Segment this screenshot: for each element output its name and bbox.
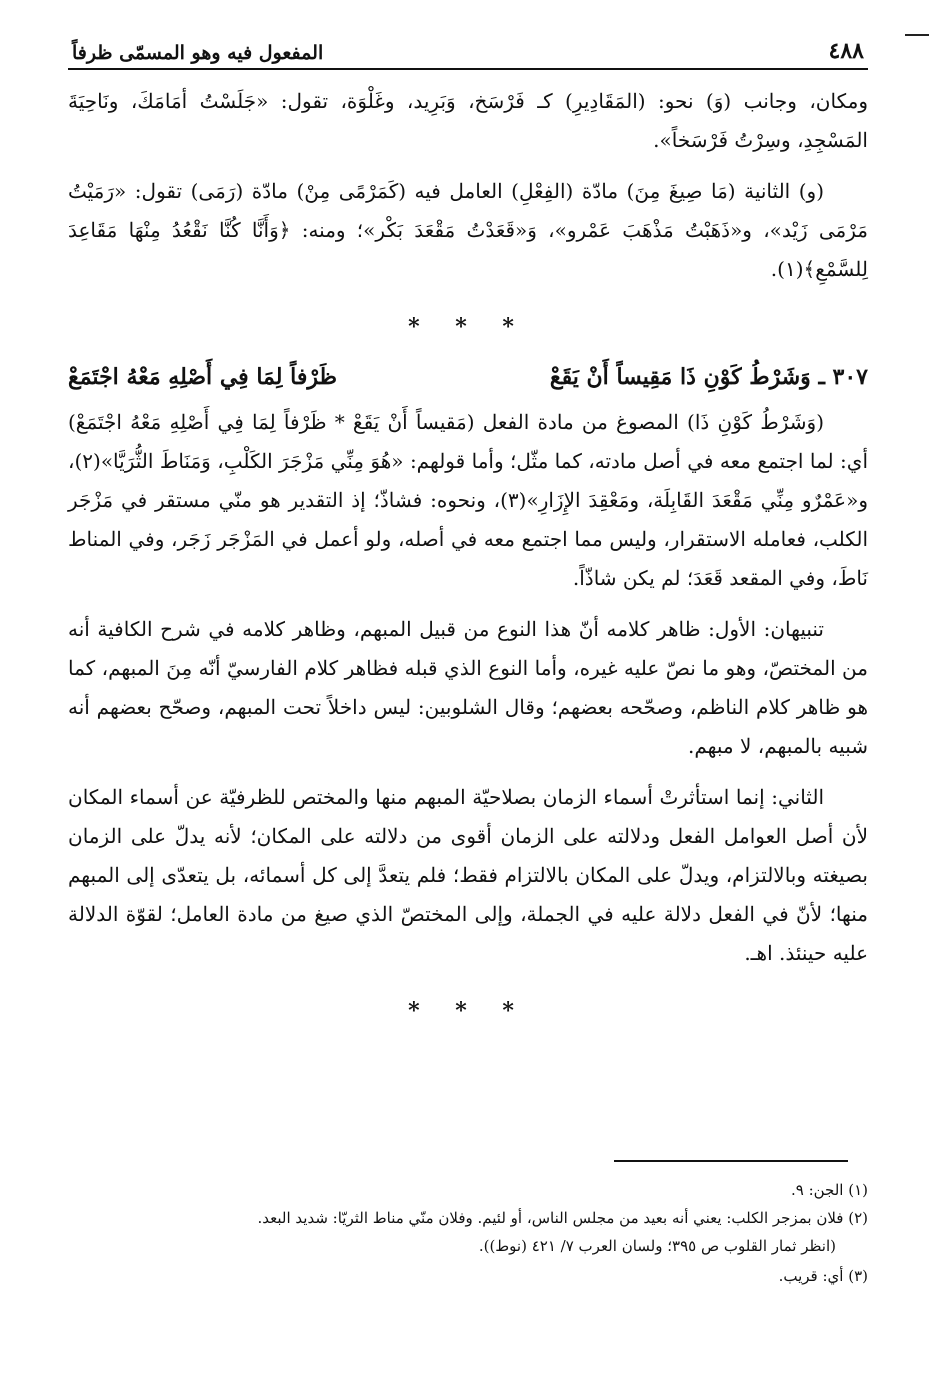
page-number: ٤٨٨: [828, 38, 864, 64]
verse-line: [68, 351, 868, 403]
paragraph-4: تنبيهان: الأول: ظاهر كلامه أنّ هذا النوع من قبيل المبهم، وظاهر كلامه في شرح الكافية أنه من المختصّ، وهو ما نصّ عليه غيره، وأما النوع الذي قبله فظاهر كلام الفارسيّ أنّه مِنَ المبهم، كما هو ظاهر كلام الناظم، وصحّحه بعضهم؛ وقال الشلوبين: ليس داخلاً تحت المبهم، وصحّح بعضهم أنه شبيه بالمبهم، لا مبهم.: [68, 617, 868, 758]
section-separator-2: * * *: [408, 998, 528, 1024]
footnote-1: (١) الجن: ٩.: [790, 1181, 868, 1199]
footnote-3: (٣) أي: قريب.: [778, 1267, 868, 1285]
footnote-separator: [614, 1160, 848, 1162]
edge-mark: [905, 34, 929, 36]
paragraph-3: (وَشَرْطُ كَوْنِ ذَا) المصوغ من مادة الفعل (مَقيساً أَنْ يَقَعْ * ظَرْفاً لِمَا فِي أَصْلِهِ مَعْهُ اجْتَمَعْ) أي: لما اجتمع معه في أصل مادته، كما مثّل؛ وأما قولهم: «هُوَ مِنِّي مَزْجَرَ الكَلْبِ، وَمَنَاطَ الثُّرَيَّا»(٢)، و«عَمْرٌو مِنِّي مَقْعَدَ القَابِلَة، ومَعْقِدَ الإِزَارِ»(٣)، ونحوه: فشاذّ؛ إذ التقدير هو منّي مستقر في مَزْجَر الكلب، فعامله الاستقرار، وليس مما اجتمع معه في أصله، ولو أعمل في المَزْجَر زَجَر، وفي المناط نَاطَ، وفي المقعد قَعَدَ؛ لم يكن شاذّاً.: [68, 410, 868, 590]
paragraph-2: (و) الثانية (مَا صِيغَ مِنَ) مادّة (الفِعْلِ) العامل فيه (كَمَرْمًى مِنْ) مادّة (رَمَى) تقول: «رَمَيْتُ مَرْمَى زَيْد»، و«ذَهَبْتُ مَذْهَبَ عَمْرو»، وَ«قَعَدْتُ مَقْعَدَ بَكْر»؛ ومنه: ﴿وَأَنَّا كُنَّا نَقْعُدُ مِنْهَا مَقَاعِدَ لِلسَّمْعِ﴾(١).: [68, 179, 868, 281]
verse-hemistich-2: ظَرْفاً لِمَا فِي أَصْلِهِ مَعْهُ اجْتَمَعْ: [68, 364, 337, 390]
footnote-2: (٢) فلان بمزجر الكلب: يعني أنه بعيد من مجلس الناس، أو لئيم. وفلان منّي مناط الثريّا: شديد البعد.: [257, 1209, 868, 1227]
chapter-title: المفعول فيه وهو المسمّى ظرفاً: [72, 42, 324, 64]
section-separator: * * *: [408, 314, 528, 340]
footnote-2-reference: (انظر ثمار القلوب ص ٣٩٥؛ ولسان العرب ٧/ ٤٢١ (نوط)).: [478, 1237, 836, 1255]
page: [68, 24, 868, 1035]
verse-hemistich-1-text: وَشَرْطُ كَوْنِ ذَا مَقِيساً أَنْ يَقَعْ: [549, 364, 811, 390]
paragraph-1: ومكان، وجانب (وَ) نحو: (المَقَادِيرِ) كـ فَرْسَخ، وَبَرِيد، وغَلْوَة، تقول: «جَلَسْتُ أمَامَكَ، ونَاحِيَةَ المَسْجِدِ، وسِرْتُ فَرْسَخاً».: [68, 89, 868, 152]
paragraph-5: الثاني: إنما استأثرتْ أسماء الزمان بصلاحيّة المبهم منها والمختص للظرفيّة عن أسماء المكان لأن أصل العوامل الفعل ودلالته على الزمان أقوى من دلالته على المكان؛ لأنه يدلّ على الزمان بصيغته وبالالتزام، ويدلّ على المكان بالالتزام فقط؛ فلم يتعدَّ إلى كل أسمائه، بل يتعدّى إلى المبهم منها؛ لأنّ في الفعل دلالة عليه في الجملة، وإلى المختصّ الذي صيغ من مادة العامل؛ لقوّة الدلالة عليه حينئذ. اهـ.: [68, 785, 868, 965]
footnotes: [68, 1176, 868, 1290]
running-header: [68, 24, 868, 70]
verse-number: ٣٠٧ ـ: [818, 364, 868, 390]
verse-hemistich-1: [550, 364, 868, 390]
